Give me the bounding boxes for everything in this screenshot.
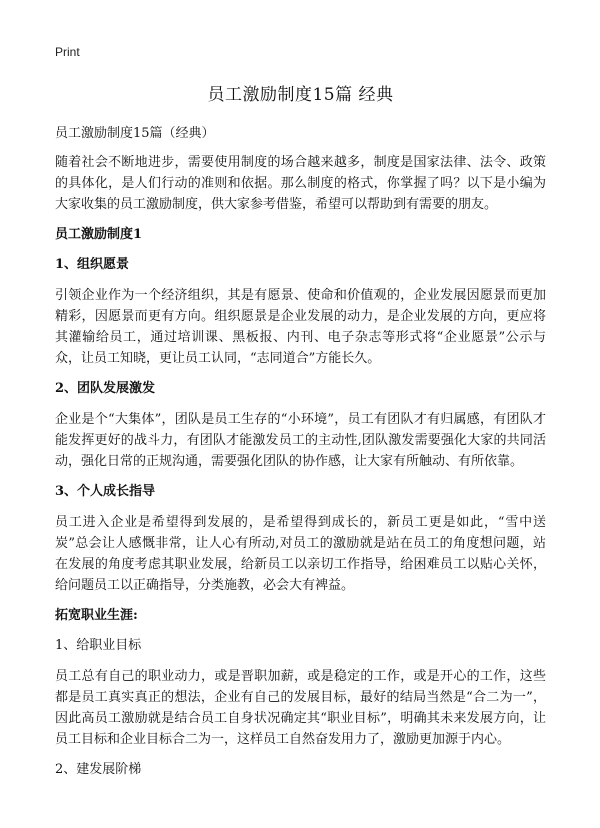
item-body-2: 企业是个“大集体”，团队是员工生存的“小环境”，员工有团队才有归属感，有团队才能发挥更好的战斗力，有团队才能激发员工的主动性,团队激发需要强化大家的共同活动，强化日常的正规沟通，需要强化团队的协作感，让大家有所触动、有所依靠。 <box>55 412 546 469</box>
item-body-1: 引领企业作为一个经济组织，其是有愿景、使命和价值观的，企业发展因愿景而更加精彩，因愿景而更有方向。组织愿景是企业发展的动力，是企业发展的方向，更应将其灌输给员工，通过培训课、黑板报、内刊、电子杂志等形式将“企业愿景”公示与众，让员工知晓，更让员工认同，“志同道合”方能长久。 <box>55 288 546 366</box>
career-section-title: 拓宽职业生涯: <box>55 608 138 623</box>
section-title: 员工激励制度1 <box>55 227 143 242</box>
document-title: 员工激励制度15篇 经典 <box>207 85 394 105</box>
print-label: Print <box>55 45 80 59</box>
item-body-3: 员工进入企业是希望得到发展的，是希望得到成长的，新员工更是如此，“雪中送炭”总会让人感慨非常，让人心有所动,对员工的激励就是站在员工的角度想问题，站在发展的角度考虑其职业发展，给新员工以亲切工作指导，给困难员工以贴心关怀，给问题员工以正确指导，分类施教，必会大有裨益。 <box>55 515 546 593</box>
career-item-heading-1: 1、给职业目标 <box>55 638 142 653</box>
item-heading-3: 3、个人成长指导 <box>55 484 156 499</box>
career-item-body-1: 员工总有自己的职业动力，或是晋职加薪，或是稳定的工作，或是开心的工作，这些都是员工真实真正的想法，企业有自己的发展目标，最好的结局当然是“合二为一”，因此高员工激励就是结合员工自身状况确定其“职业目标”，明确其未来发展方向，让员工目标和企业目标合二为一，这样员工自然奋发用力了，激励更加源于内心。 <box>55 669 546 747</box>
item-heading-1: 1、组织愿景 <box>55 257 130 272</box>
intro-paragraph: 随着社会不断地进步，需要使用制度的场合越来越多，制度是国家法律、法令、政策的具体化，是人们行动的准则和依据。那么制度的格式，你掌握了吗？以下是小编为大家收集的员工激励制度，供大家参考借鉴，希望可以帮助到有需要的朋友。 <box>55 155 546 212</box>
item-heading-2: 2、团队发展激发 <box>55 381 156 396</box>
document-subtitle: 员工激励制度15篇（经典） <box>55 126 215 141</box>
career-item-heading-2: 2、建发展阶梯 <box>55 762 142 777</box>
